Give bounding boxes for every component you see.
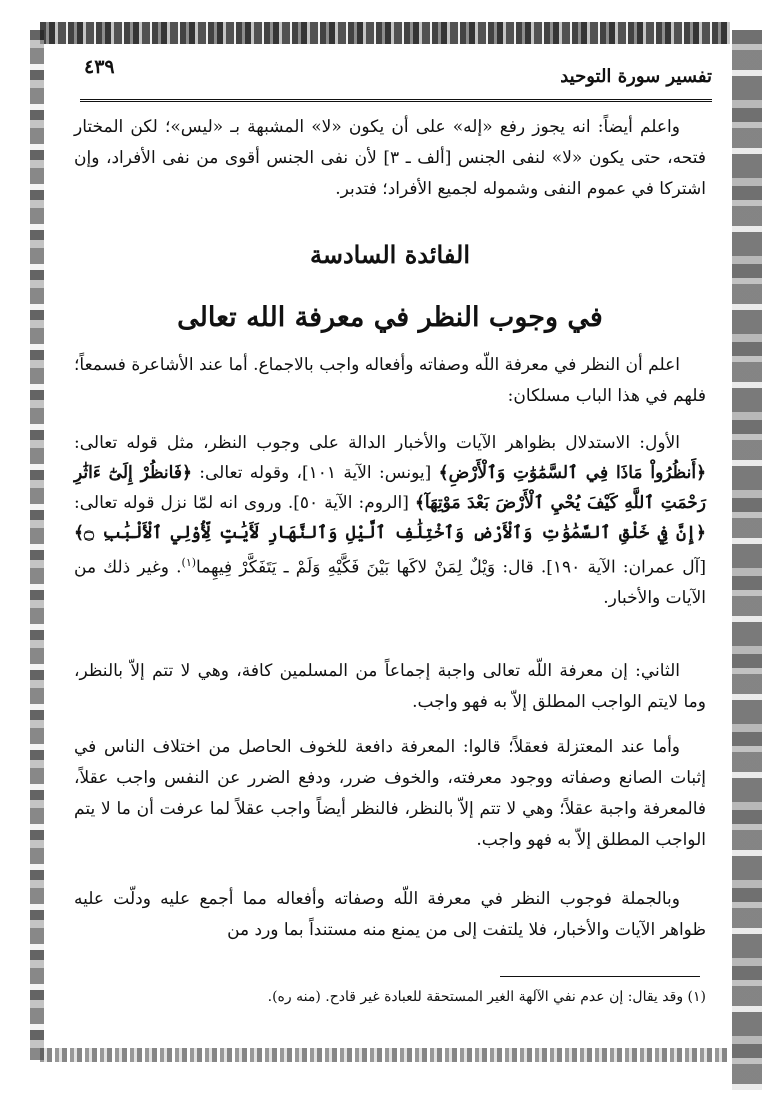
section-subheading: في وجوب النظر في معرفة الله تعالى: [177, 302, 603, 333]
citation-3: [آل عمران: الآية ١٩٠]. قال: وَيْلٌ لِمَنْ لاكَها بَيْنَ فَكَّيْهِ وَلَمْ ـ يَتَفَكَّرْ فِيهِما: [196, 557, 706, 578]
paragraph-1: واعلم أيضاً: انه يجوز رفع «إله» على أن يكون «لا» المشبهة بـ «ليس»؛ لكن المختار فتحه، حتى يكون «لا» لنفى الجنس [ألف ـ ٣] لأن نفى الجنس أقوى من نفى الأفراد، وإن اشتركا في عموم النفى وشموله لجميع الأفراد؛ فتدبر.: [74, 117, 706, 199]
quran-verse-1: ﴿أَنظُرُواْ مَاذَا فِي ٱلسَّمَٰوَٰتِ وَٱلْأَرْضِ﴾: [438, 463, 707, 483]
paragraph-3-end: . وغير ذلك من الآيات والأخبار.: [74, 557, 706, 608]
section-heading: الفائدة السادسة: [309, 240, 470, 269]
paragraph-3-intro: الأول: الاستدلال بظواهر الآيات والأخبار الدالة على وجوب النظر، مثل قوله تعالى:: [74, 433, 680, 453]
scan-edge-bottom: [40, 1048, 730, 1062]
scan-edge-top: [40, 22, 730, 44]
paragraph-6: وبالجملة فوجوب النظر في معرفة اللّه وصفاته وأفعاله مما أجمع عليه ودلّت عليه ظواهر الآيات والأخبار، فلا يلتفت إلى من يمنع منه مستنداً بما ورد من: [74, 889, 706, 940]
scan-edge-left: [30, 30, 44, 1060]
citation-1: [يونس: الآية ١٠١]، وقوله تعالى:: [199, 463, 432, 483]
quran-verse-2: ﴿فَانظُرْ إِلَىٰٓ ءَاثَٰرِ رَحْمَتِ ٱللَّهِ كَيْفَ يُحْيِ ٱلْأَرْضَ بَعْدَ مَوْتِهَآ﴾: [74, 463, 707, 513]
paragraph-4: الثاني: إن معرفة اللّه تعالى واجبة إجماعاً من المسلمين كافة، وهي لا تتم إلاّ بالنظر، وما لايتم الواجب المطلق إلاّ به فهو واجب.: [74, 661, 706, 712]
scan-edge-right: [732, 30, 762, 1090]
paragraph-2: اعلم أن النظر في معرفة اللّه وصفاته وأفعاله واجب بالاجماع. أما عند الأشاعرة فسمعاً؛ فلهم في هذا الباب مسلكان:: [74, 355, 706, 406]
running-header: تفسير سورة التوحيد: [560, 66, 712, 87]
citation-2: [الروم: الآية ٥٠]. وروى انه لمّا نزل قوله تعالى:: [74, 493, 409, 513]
page-number: ٤٣٩: [84, 56, 115, 78]
paragraph-3: [74, 428, 706, 613]
footnote-number: (١): [687, 989, 706, 1005]
footnote-text: وقد يقال: إن عدم نفي الآلهة الغير المستحقة للعبادة غير قادح. (منه ره).: [267, 989, 684, 1005]
footnote: [74, 986, 706, 1008]
quran-verse-3: ﴿إِنَّ فِي خَلْقِ ٱلسَّمَٰوَٰتِ وَٱلْأَرْضِ وَٱخْتِلَٰفِ ٱلَّيْلِ وَٱلنَّهَارِ لَأَيَٰتٍ لِّأُوْلِي ٱلْأَلْبَٰبِ ۝﴾: [74, 523, 706, 543]
paragraph-5: وأما عند المعتزلة فعقلاً؛ قالوا: المعرفة دافعة للخوف الحاصل من اختلاف الناس في إثبات الصانع وصفاته ووجود معرفته، والخوف ضرر، ودفع الضرر عن النفس واجب عقلاً، فالمعرفة واجبة عقلاً؛ وهي لا تتم إلاّ بالنظر، فالنظر أيضاً واجب عقلاً لما عرفت أن ما لا يتم الواجب المطلق إلاّ به فهو واجب.: [74, 737, 706, 850]
footnote-rule: [500, 976, 700, 977]
header-rule: [80, 99, 712, 102]
footnote-marker: (١): [181, 556, 197, 569]
